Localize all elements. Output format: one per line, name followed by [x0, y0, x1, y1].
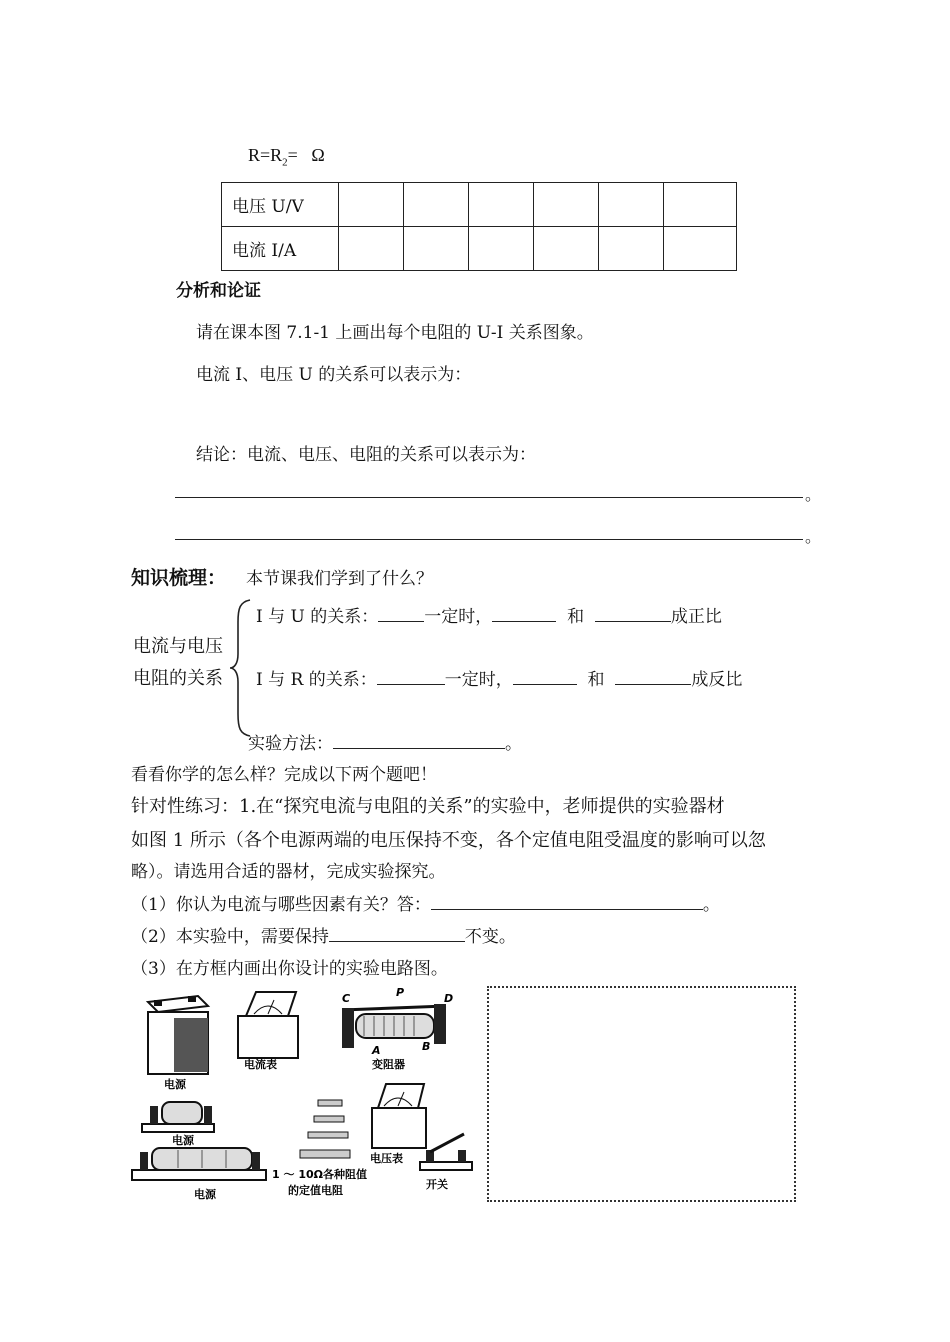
table-cell[interactable]	[664, 227, 737, 271]
item1-and: 和	[567, 607, 585, 627]
table-row	[222, 183, 737, 227]
item2-mid: 一定时，	[444, 670, 513, 690]
row-label-voltage: 电压 U/V	[222, 183, 339, 227]
item2-start: I 与 R 的关系：	[256, 670, 377, 690]
question-1	[131, 890, 720, 915]
left-brace-icon	[228, 598, 254, 738]
blank-5[interactable]	[513, 684, 577, 685]
item1-mid: 一定时，	[424, 607, 493, 627]
analysis-line-2: 电流 I、电压 U 的关系可以表示为：	[196, 365, 472, 385]
blank-2[interactable]	[492, 621, 556, 622]
battery-pack-icon	[132, 1148, 266, 1180]
terminal-p: P	[396, 986, 405, 999]
knowledge-heading: 知识梳理：	[131, 567, 227, 589]
resistance-subscript: 2	[282, 156, 288, 169]
cell-label-1: 电源	[172, 1134, 194, 1147]
battery-box-icon	[148, 996, 208, 1074]
relation-item-1	[256, 602, 722, 627]
table-cell[interactable]	[599, 183, 664, 227]
item2-and: 和	[587, 670, 605, 690]
answer-line-2[interactable]	[175, 539, 803, 540]
q1-blank[interactable]	[431, 909, 703, 910]
resistance-equals: =	[287, 145, 298, 165]
table-cell[interactable]	[404, 227, 469, 271]
terminal-d: D	[444, 992, 454, 1005]
resistor-label-2: 的定值电阻	[288, 1184, 343, 1197]
equipment-figure	[128, 984, 478, 1206]
ammeter-label: 电流表	[244, 1058, 277, 1071]
blank-6[interactable]	[615, 684, 691, 685]
rheostat-icon	[342, 1004, 446, 1048]
resistance-prefix: R=R	[248, 145, 283, 165]
blank-7[interactable]	[333, 748, 505, 749]
item3-end: 。	[505, 734, 522, 754]
q1-end: 。	[702, 895, 720, 915]
analysis-heading: 分析和论证	[176, 281, 261, 301]
knowledge-question: 本节课我们学到了什么？	[246, 569, 433, 589]
table-cell[interactable]	[534, 183, 599, 227]
circuit-drawing-box[interactable]	[487, 986, 796, 1202]
terminal-c: C	[342, 992, 351, 1005]
data-table	[221, 182, 737, 271]
table-cell[interactable]	[339, 227, 404, 271]
resistor-set-icon	[300, 1100, 350, 1158]
analysis-line-1: 请在课本图 7.1-1 上画出每个电阻的 U-I 关系图象。	[196, 323, 594, 343]
cell-icon	[142, 1102, 214, 1132]
q2-blank[interactable]	[329, 941, 465, 942]
voltmeter-icon	[372, 1084, 426, 1148]
item1-end: 成正比	[670, 607, 722, 627]
practice-intro: 看看你学的怎么样？完成以下两个题吧！	[131, 765, 437, 785]
row-label-current: 电流 I/A	[222, 227, 339, 271]
practice-paragraph-1: 针对性练习：1.在“探究电流与电阻的关系”的实验中，老师提供的实验器材	[131, 796, 725, 817]
resistor-label-1: 1 ～ 10Ω各种阻值	[272, 1168, 367, 1181]
item1-start: I 与 U 的关系：	[256, 607, 379, 627]
table-row	[222, 227, 737, 271]
end-mark-2: 。	[805, 527, 822, 546]
table-cell[interactable]	[404, 183, 469, 227]
table-cell[interactable]	[339, 183, 404, 227]
cell-label-2: 电源	[194, 1188, 216, 1201]
switch-icon	[420, 1134, 472, 1170]
answer-line-1[interactable]	[175, 497, 803, 498]
ohm-unit: Ω	[311, 145, 325, 165]
practice-paragraph-3: 略）。请选用合适的器材，完成实验探究。	[131, 862, 446, 882]
table-cell[interactable]	[469, 183, 534, 227]
blank-4[interactable]	[377, 684, 445, 685]
table-cell[interactable]	[664, 183, 737, 227]
relation-item-2	[256, 665, 742, 690]
q1-text: （1）你认为电流与哪些因素有关？答：	[131, 895, 431, 915]
voltmeter-label: 电压表	[370, 1152, 403, 1165]
ammeter-icon	[238, 992, 298, 1058]
switch-label: 开关	[426, 1178, 448, 1191]
relation-label-2: 电阻的关系	[133, 668, 223, 689]
table-cell[interactable]	[469, 227, 534, 271]
analysis-line-3: 结论：电流、电压、电阻的关系可以表示为：	[196, 445, 536, 465]
terminal-b: B	[422, 1040, 431, 1053]
rheostat-label: 变阻器	[372, 1058, 405, 1071]
practice-paragraph-2: 如图 1 所示（各个电源两端的电压保持不变，各个定值电阻受温度的影响可以忽	[131, 830, 766, 851]
end-mark-1: 。	[805, 485, 822, 504]
terminal-a: A	[372, 1044, 381, 1057]
question-3: （3）在方框内画出你设计的实验电路图。	[131, 959, 448, 979]
battery-label: 电源	[164, 1078, 186, 1091]
item3-start: 实验方法：	[248, 734, 333, 754]
relation-label-1: 电流与电压	[133, 636, 223, 657]
item2-end: 成反比	[691, 670, 743, 690]
question-2	[131, 922, 516, 947]
table-cell[interactable]	[599, 227, 664, 271]
blank-1[interactable]	[378, 621, 424, 622]
resistance-line	[248, 145, 325, 169]
blank-3[interactable]	[595, 621, 671, 622]
q2-end: 不变。	[464, 927, 516, 947]
relation-item-3	[248, 729, 522, 754]
q2-text: （2）本实验中，需要保持	[131, 927, 329, 947]
table-cell[interactable]	[534, 227, 599, 271]
